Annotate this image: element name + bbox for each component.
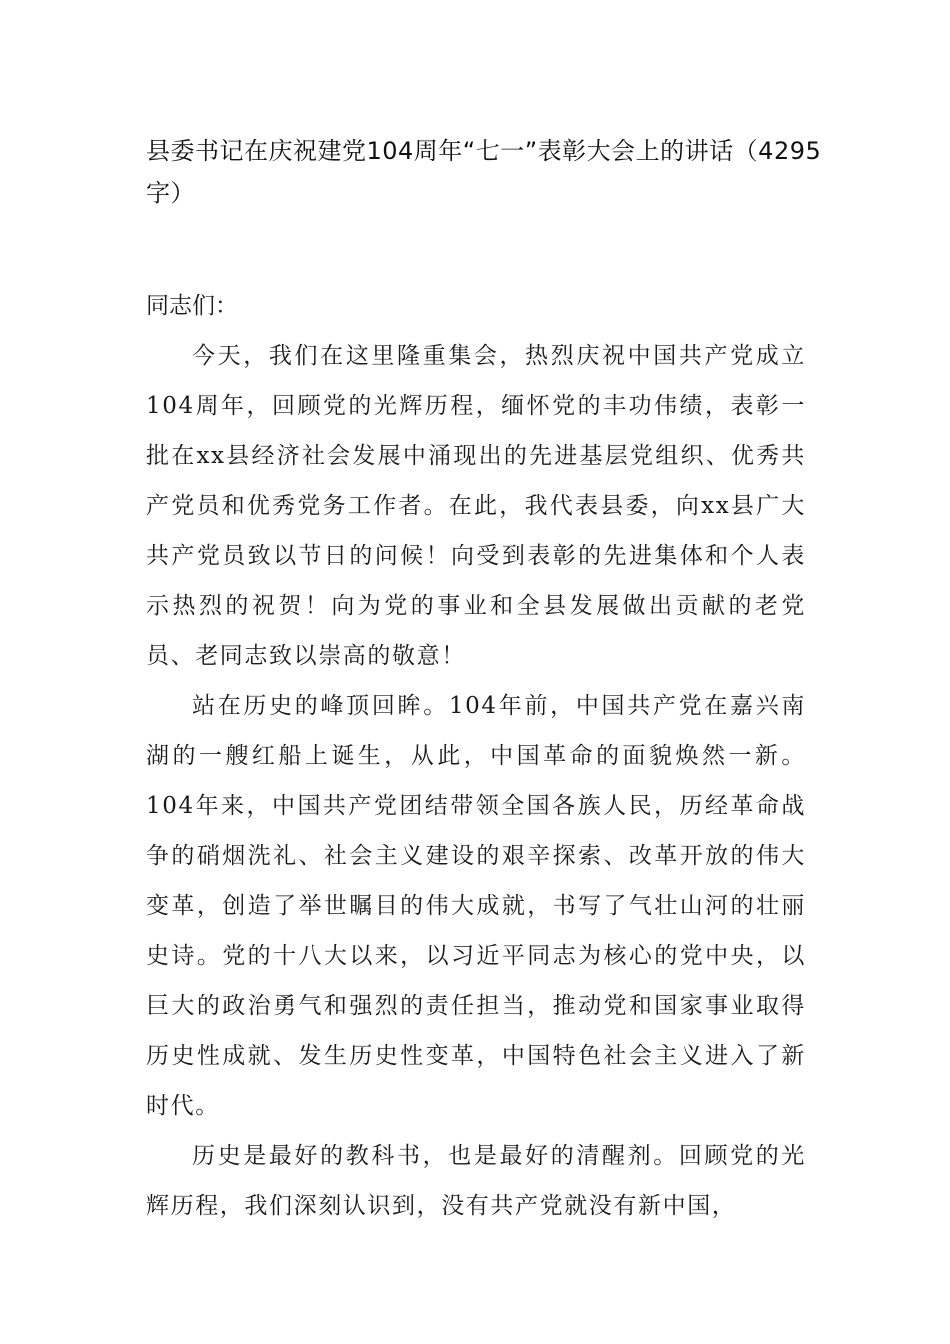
paragraph-lessons: 历史是最好的教科书，也是最好的清醒剂。回顾党的光辉历程，我们深刻认识到，没有共产党就没有新中国，	[146, 1143, 806, 1219]
document-body	[146, 281, 806, 1231]
paragraph-opening: 今天，我们在这里隆重集会，热烈庆祝中国共产党成立104周年，回顾党的光辉历程，缅怀党的丰功伟绩，表彰一批在xx县经济社会发展中涌现出的先进基层党组织、优秀共产党员和优秀党务工作者。在此，我代表县委，向xx县广大共产党员致以节日的问候！向受到表彰的先进集体和个人表示热烈的祝贺！向为党的事业和全县发展做出贡献的老党员、老同志致以崇高的敬意！	[146, 343, 806, 669]
document-title: 县委书记在庆祝建党104周年“七一”表彰大会上的讲话（4295字）	[146, 137, 822, 207]
salutation: 同志们：	[146, 293, 238, 319]
paragraph-history: 站在历史的峰顶回眸。104年前，中国共产党在嘉兴南湖的一艘红船上诞生，从此，中国革命的面貌焕然一新。104年来，中国共产党团结带领全国各族人民，历经革命战争的硝烟洗礼、社会主义建设的艰辛探索、改革开放的伟大变革，创造了举世瞩目的伟大成就，书写了气壮山河的壮丽史诗。党的十八大以来，以习近平同志为核心的党中央，以巨大的政治勇气和强烈的责任担当，推动党和国家事业取得历史性成就、发生历史性变革，中国特色社会主义进入了新时代。	[146, 693, 806, 1119]
